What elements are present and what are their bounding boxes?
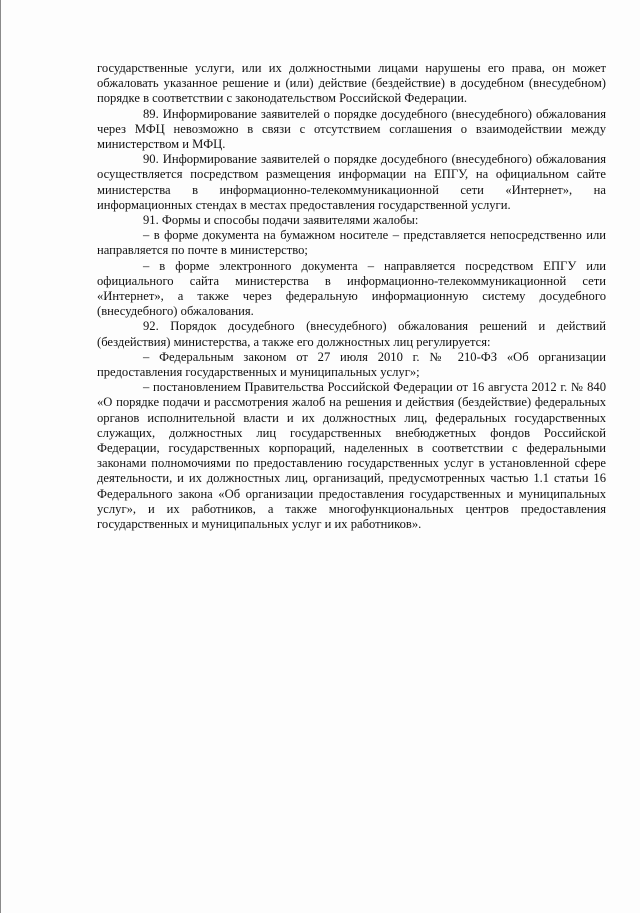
paragraph-91: 91. Формы и способы подачи заявителями жалобы: [143,213,419,228]
paragraph-91-paper: – в форме документа на бумажном носителе – представляется непосредственно или направляется по почте в министерство; [97,228,606,258]
document-body [97,61,606,532]
paragraph-90: 90. Информирование заявителей о порядке досудебного (внесудебного) обжалования осуществляется посредством размещения информации на ЕПГУ, на официальном сайте министерства в информационно-телекоммуникационной сети «Интернет», на информационных стендах в местах предоставления государственной услуги. [97,152,606,212]
paragraph-92-resolution: – постановлением Правительства Российской Федерации от 16 августа 2012 г. № 840 «О порядке подачи и рассмотрения жалоб на решения и действия (бездействие) федеральных органов исполнительной власти и их должностных лиц, федеральных государственных служащих, должностных лиц государственных внебюджетных фондов Российской Федерации, государственных корпораций, наделенных в соответствии с федеральными законами полномочиями по предоставлению государственных услуг в установленной сфере деятельности, и их должностных лиц, организаций, предусмотренных частью 1.1 статьи 16 Федерального закона «Об организации предоставления государственных и муниципальных услуг», и их работников, а также многофункциональных центров предоставления государственных и муниципальных услуг и их работников». [97,380,606,532]
paragraph-92: 92. Порядок досудебного (внесудебного) обжалования решений и действий (бездействия) министерства, а также его должностных лиц регулируется: [97,319,606,349]
paragraph-89: 89. Информирование заявителей о порядке досудебного (внесудебного) обжалования через МФЦ невозможно в связи с отсутствием соглашения о взаимодействии между министерством и МФЦ. [97,106,606,152]
scan-edge [0,0,1,913]
paragraph-91-electronic: – в форме электронного документа – направляется посредством ЕПГУ или официального сайта министерства в информационно-телекоммуникационной сети «Интернет», а также через федеральную информационную систему досудебного (внесудебного) обжалования. [97,258,606,319]
paragraph-92-federal-law: – Федеральным законом от 27 июля 2010 г. № 210-ФЗ «Об организации предоставления государственных и муниципальных услуг»; [97,349,606,380]
paragraph-continuation: государственные услуги, или их должностными лицами нарушены его права, он может обжаловать указанное решение и (или) действие (бездействие) в досудебном (внесудебном) порядке в соответствии с законодательством Российской Федерации. [97,61,606,106]
